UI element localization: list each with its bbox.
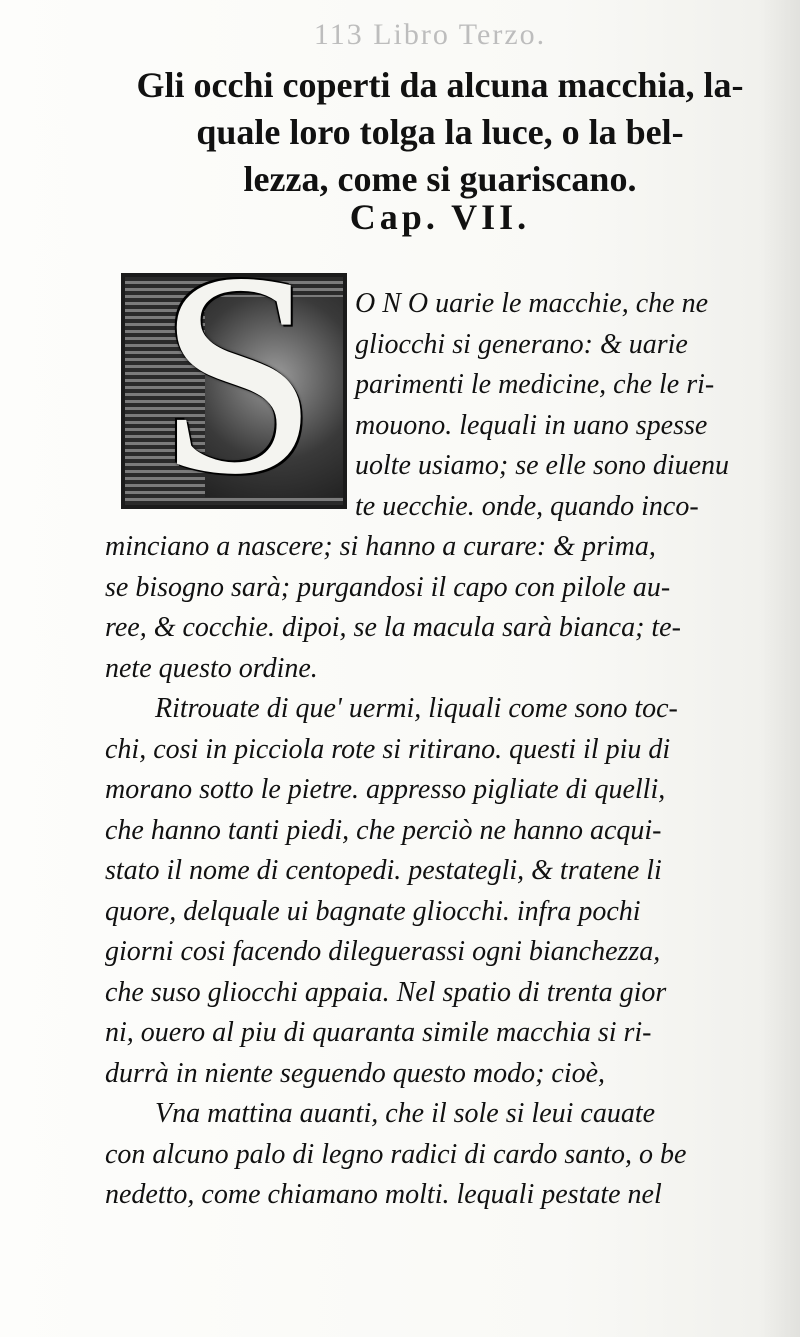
- text-line: chi, cosi in picciola rote si ritirano. questi il piu di: [105, 733, 671, 765]
- text-line: Ritrouate di que' uermi, liquali come sono toc-: [155, 693, 678, 724]
- text-line: che suso gliocchi appaia. Nel spatio di trenta gior: [105, 976, 667, 1008]
- chapter-number: Cap. VII.: [349, 197, 531, 237]
- chapter-title: [95, 62, 785, 203]
- text-line: durrà in niente seguendo questo modo; cioè,: [105, 1057, 606, 1089]
- body-text: [105, 270, 770, 1216]
- text-line: O N O uarie le macchie, che ne: [355, 288, 708, 319]
- text-line: se bisogno sarà; purgandosi il capo con pilole au-: [105, 571, 671, 603]
- text-line: uolte usiamo; se elle sono diuenu: [355, 450, 730, 481]
- text-line: gliocchi si generano: & uarie: [355, 328, 688, 360]
- title-line: lezza, come si guariscano.: [243, 159, 637, 199]
- text-line: con alcuno palo di legno radici di cardo santo, o be: [105, 1138, 687, 1170]
- text-line: quore, delquale ui bagnate gliocchi. infra pochi: [105, 895, 641, 927]
- running-head: 113 Libro Terzo.: [313, 18, 547, 51]
- text-line: nedetto, come chiamano molti. lequali pestate nel: [105, 1179, 662, 1210]
- text-line: nete questo ordine.: [105, 652, 318, 684]
- text-line: ni, ouero al piu di quaranta simile macchia si ri-: [105, 1017, 652, 1048]
- text-line: stato il nome di centopedi. pestategli, & tratene li: [105, 855, 662, 886]
- text-line: Vna mattina auanti, che il sole si leui cauate: [155, 1098, 656, 1129]
- text-line: parimenti le medicine, che le ri-: [355, 369, 715, 400]
- text-line: giorni cosi facendo dileguerassi ogni bianchezza,: [105, 936, 661, 967]
- text-line: ree, & cocchie. dipoi, se la macula sarà bianca; te-: [105, 612, 681, 643]
- text-line: che hanno tanti piedi, che perciò ne hanno acqui-: [105, 814, 662, 846]
- text-line: te uecchie. onde, quando inco-: [355, 490, 699, 522]
- initial-letter: S: [157, 273, 319, 509]
- title-line: Gli occhi coperti da alcuna macchia, la-: [136, 65, 744, 105]
- text-line: minciano a nascere; si hanno a curare: & prima,: [105, 531, 656, 562]
- text-line: morano sotto le pietre. appresso pigliate di quelli,: [105, 774, 666, 805]
- text-line: mouono. lequali in uano spesse: [355, 409, 708, 441]
- title-line: quale loro tolga la luce, o la bel-: [196, 112, 684, 152]
